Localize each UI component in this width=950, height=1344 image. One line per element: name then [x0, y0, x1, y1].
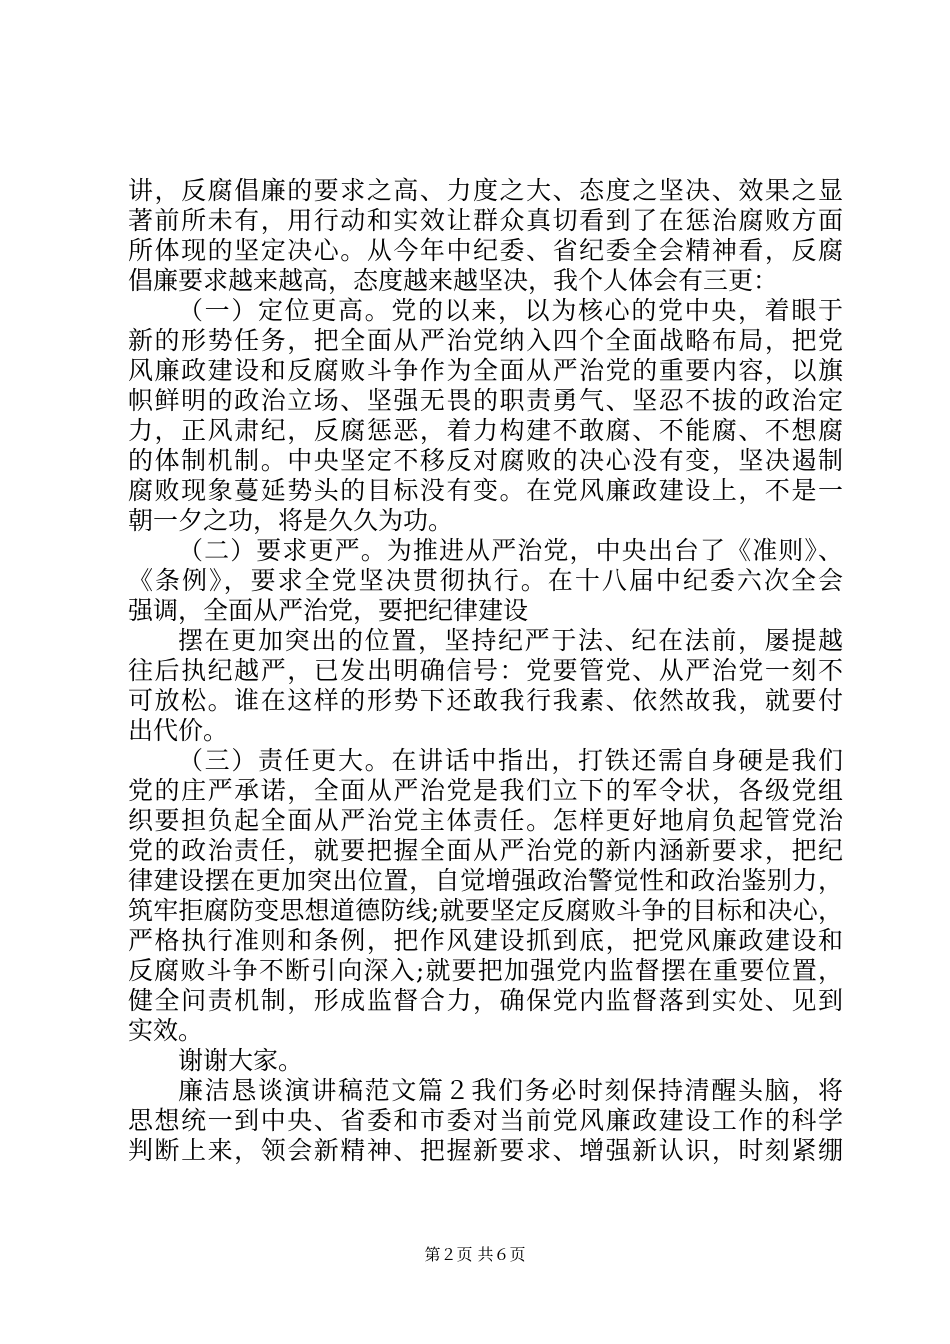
- text-line: 律建设摆在更加突出位置，自觉增强政治警觉性和政治鉴别力，: [128, 866, 843, 895]
- text-line: 讲，反腐倡廉的要求之高、力度之大、态度之坚决、效果之显: [128, 176, 843, 205]
- text-line: 实效。: [128, 1016, 204, 1045]
- text-line: 廉洁恳谈演讲稿范文篇２我们务必时刻保持清醒头脑，将: [178, 1076, 843, 1105]
- text-line: 判断上来，领会新精神、把握新要求、增强新认识，时刻紧绷: [128, 1136, 843, 1165]
- text-line: 反腐败斗争不断引向深入;就要把加强党内监督摆在重要位置，: [128, 956, 843, 985]
- text-line: 出代价。: [128, 716, 229, 745]
- text-line: 健全问责机制，形成监督合力，确保党内监督落到实处、见到: [128, 986, 843, 1015]
- text-line: 的体制机制。中央坚定不移反对腐败的决心没有变，坚决遏制: [128, 446, 843, 475]
- text-line: 强调，全面从严治党，要把纪律建设: [128, 596, 529, 625]
- text-line: （二）要求更严。为推进从严治党，中央出台了《准则》、: [178, 536, 843, 565]
- text-line: 力，正风肃纪，反腐惩恶，着力构建不敢腐、不能腐、不想腐: [128, 416, 843, 445]
- text-line: （一）定位更高。党的以来，以为核心的党中央，着眼于: [178, 296, 843, 325]
- text-line: 帜鲜明的政治立场、坚强无畏的职责勇气、坚忍不拔的政治定: [128, 386, 843, 415]
- text-line: 严格执行准则和条例，把作风建设抓到底，把党风廉政建设和: [128, 926, 843, 955]
- text-line: 腐败现象蔓延势头的目标没有变。在党风廉政建设上，不是一: [128, 476, 843, 505]
- page-number-footer: 第２页 共６页: [424, 1245, 526, 1264]
- text-line: 著前所未有，用行动和实效让群众真切看到了在惩治腐败方面: [128, 206, 843, 235]
- text-line: 党的政治责任，就要把握全面从严治党的新内涵新要求，把纪: [128, 836, 843, 865]
- text-line: 倡廉要求越来越高，态度越来越坚决，我个人体会有三更：: [128, 266, 779, 295]
- text-line: 织要担负起全面从严治党主体责任。怎样更好地肩负起管党治: [128, 806, 843, 835]
- text-line: 筑牢拒腐防变思想道德防线;就要坚定反腐败斗争的目标和决心，: [128, 896, 843, 925]
- text-line: 新的形势任务，把全面从严治党纳入四个全面战略布局，把党: [128, 326, 843, 355]
- text-line: 可放松。谁在这样的形势下还敢我行我素、依然故我，就要付: [128, 686, 843, 715]
- text-line: 思想统一到中央、省委和市委对当前党风廉政建设工作的科学: [128, 1106, 843, 1135]
- text-line: 摆在更加突出的位置，坚持纪严于法、纪在法前，屡提越: [178, 626, 843, 655]
- text-line: 往后执纪越严，已发出明确信号：党要管党、从严治党一刻不: [128, 656, 843, 685]
- text-line: 谢谢大家。: [178, 1046, 304, 1075]
- text-line: （三）责任更大。在讲话中指出，打铁还需自身硬是我们: [178, 746, 843, 775]
- text-line: 党的庄严承诺，全面从严治党是我们立下的军令状，各级党组: [128, 776, 843, 805]
- text-line: 朝一夕之功，将是久久为功。: [128, 506, 454, 535]
- text-line: 《条例》，要求全党坚决贯彻执行。在十八届中纪委六次全会: [128, 566, 843, 595]
- text-line: 风廉政建设和反腐败斗争作为全面从严治党的重要内容，以旗: [128, 356, 843, 385]
- text-line: 所体现的坚定决心。从今年中纪委、省纪委全会精神看，反腐: [128, 236, 843, 265]
- document-body: [128, 176, 843, 1166]
